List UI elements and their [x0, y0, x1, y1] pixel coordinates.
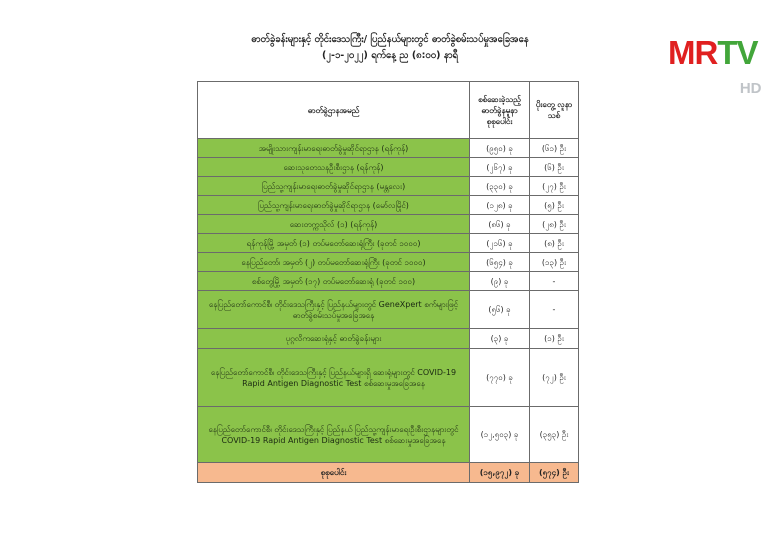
table-row [198, 196, 579, 215]
table-row [198, 234, 579, 253]
row-lab-name: ရန်ကုန်မြို့ အမှတ် (၁) တပ်မတော်ဆေးရုံကြီး (ခုတင် ၁၀၀၀) [198, 234, 470, 253]
total-positive: (၅၇၄) ဦး [530, 463, 579, 483]
row-samples: (၈၆) ခု [470, 215, 530, 234]
row-positive: (၁၃) ဦး [530, 253, 579, 272]
row-lab-name: ဆေးသုတေသနဦးစီးဌာန (ရန်ကုန်) [198, 158, 470, 177]
table-row [198, 272, 579, 291]
row-positive: - [530, 272, 579, 291]
page-title [190, 32, 590, 64]
row-positive: (၃၅၃) ဦး [530, 407, 579, 463]
row-samples: (၃၃၀) ခု [470, 177, 530, 196]
table-row [198, 329, 579, 349]
row-positive: (၆) ဦး [530, 158, 579, 177]
row-positive: (၂၇) ဦး [530, 177, 579, 196]
title-line-1: ဓာတ်ခွဲခန်းများနှင့် တိုင်းဒေသကြီး/ ပြည်နယ်များတွင် ဓာတ်ခွဲစမ်းသပ်မှုအခြေအနေ [251, 34, 529, 45]
row-lab-name: ပုဂ္ဂလိကဆေးရုံနှင့် ဓာတ်ခွဲခန်းများ [198, 329, 470, 349]
row-samples: (၇၇၀) ခု [470, 349, 530, 407]
row-samples: (၉) ခု [470, 272, 530, 291]
row-samples: (၂၁၆) ခု [470, 234, 530, 253]
row-lab-name: ပြည်သူ့ကျန်းမာရေးဓာတ်ခွဲမှုဆိုင်ရာဌာန (မော်လမြိုင်) [198, 196, 470, 215]
total-row [198, 463, 579, 483]
logo-tv: TV [717, 34, 758, 71]
logo-mr: MR [668, 34, 718, 71]
row-samples: (၂၆၇) ခု [470, 158, 530, 177]
table-row [198, 158, 579, 177]
lab-results-table [197, 81, 579, 483]
table-row [198, 177, 579, 196]
row-positive: (၈) ဦး [530, 234, 579, 253]
row-lab-name: အမျိုးသားကျန်းမာရေးဓာတ်ခွဲမှုဆိုင်ရာဌာန (ရန်ကုန်) [198, 139, 470, 158]
row-positive: (၅) ဦး [530, 196, 579, 215]
row-lab-name: နေပြည်တော်၊ အမှတ် (၂) တပ်မတော်ဆေးရုံကြီး (ခုတင် ၁၀၀၀) [198, 253, 470, 272]
mrtv-logo [668, 34, 762, 97]
row-lab-name: နေပြည်တော်ကောင်စီ၊ တိုင်းဒေသကြီးနှင့် ပြည်နယ်များရှိ ဆေးရုံများတွင် COVID-19 Rapid Antigen Diagnostic Test စစ်ဆေးမှုအခြေအနေ [198, 349, 470, 407]
table-header-row [198, 82, 579, 139]
column-header-positive: ပိုးတွေ့ လူနာသစ် [530, 82, 579, 139]
table-row [198, 215, 579, 234]
row-lab-name: နေပြည်တော်ကောင်စီ၊ တိုင်းဒေသကြီးနှင့် ပြည်နယ်များတွင် GeneXpert စက်များဖြင့် ဓာတ်ခွဲစမ်းသပ်မှုအခြေအနေ [198, 291, 470, 329]
row-samples: (၉၅၀) ခု [470, 139, 530, 158]
row-lab-name: စစ်တွေမြို့ အမှတ် (၁၇) တပ်မတော်ဆေးရုံ (ခုတင် ၁၀၀) [198, 272, 470, 291]
row-lab-name: ပြည်သူ့ကျန်းမာရေးဓာတ်ခွဲမှုဆိုင်ရာဌာန (မန္တလေး) [198, 177, 470, 196]
logo-hd: HD [739, 80, 762, 97]
row-positive: (၇၂) ဦး [530, 349, 579, 407]
column-header-samples: စစ်ဆေးခဲ့သည့် ဓာတ်ခွဲနမူနာ စုစုပေါင်း [470, 82, 530, 139]
table-row [198, 349, 579, 407]
row-samples: (၆၅၄) ခု [470, 253, 530, 272]
row-positive: (၂၈) ဦး [530, 215, 579, 234]
row-samples: (၁၂,၅၀၃) ခု [470, 407, 530, 463]
table-row [198, 291, 579, 329]
total-label: စုစုပေါင်း [198, 463, 470, 483]
table-row [198, 407, 579, 463]
title-line-2: (၂-၁-၂၀၂၂) ရက်နေ့ ည (၈:၀၀) နာရီ [321, 50, 459, 61]
row-samples: (၃) ခု [470, 329, 530, 349]
column-header-lab-name: ဓာတ်ခွဲဌာနအမည် [198, 82, 470, 139]
row-lab-name: နေပြည်တော်ကောင်စီ၊ တိုင်းဒေသကြီးနှင့် ပြည်နယ် ပြည်သူ့ကျန်းမာရေးဦးစီးဌာနများတွင် COVID-19 Rapid Antigen Diagnostic Test စစ်ဆေးမှုအခြေအနေ [198, 407, 470, 463]
table-row [198, 253, 579, 272]
table-row [198, 139, 579, 158]
row-lab-name: ဆေးတက္ကသိုလ် (၁) (ရန်ကုန်) [198, 215, 470, 234]
row-positive: (၆၁) ဦး [530, 139, 579, 158]
row-positive: - [530, 291, 579, 329]
row-samples: (၁၂၈) ခု [470, 196, 530, 215]
total-samples: (၁၅,၉၇၂) ခု [470, 463, 530, 483]
row-positive: (၁) ဦး [530, 329, 579, 349]
row-samples: (၅၆) ခု [470, 291, 530, 329]
